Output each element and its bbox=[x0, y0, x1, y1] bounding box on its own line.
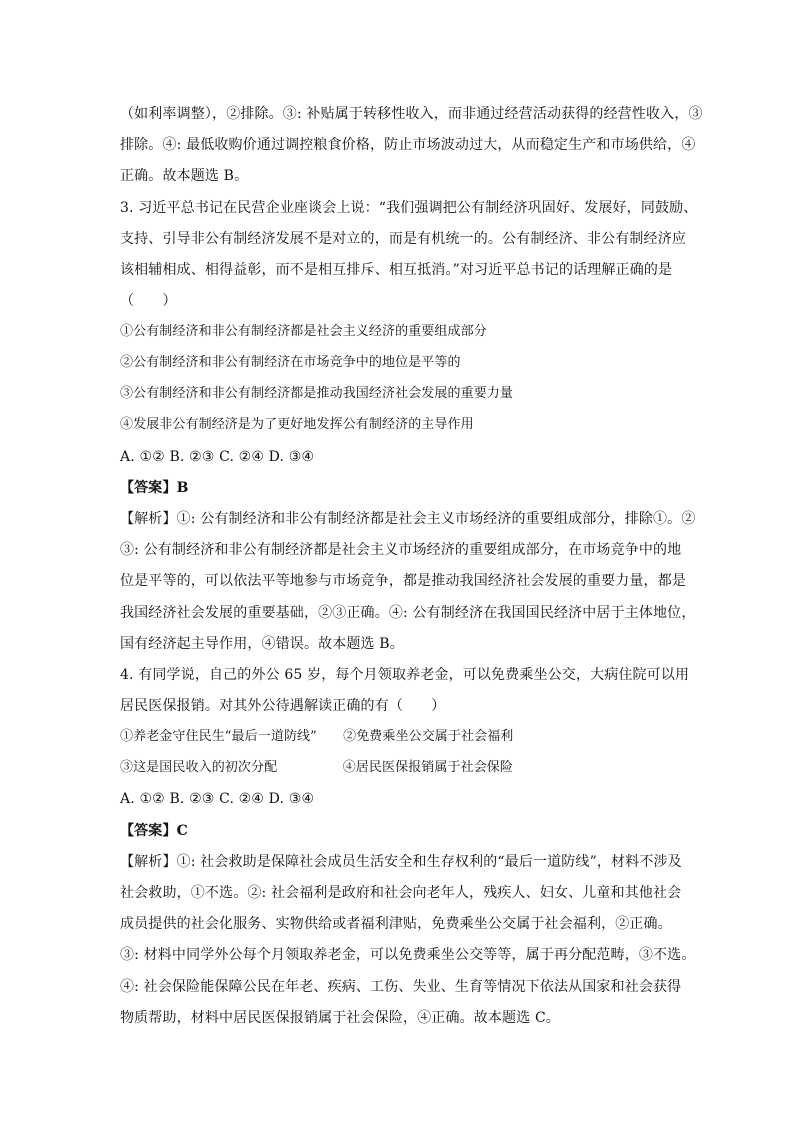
explanation-line: ③: 公有制经济和非公有制经济都是社会主义市场经济的重要组成部分，在市场竞争中的地 bbox=[120, 542, 682, 558]
choice-options: A. ①② B. ②③ C. ②④ D. ③④ bbox=[120, 449, 315, 465]
text-line: 该相辅相成、相得益彰，而不是相互排斥、相互抵消。”对习近平总书记的话理解正确的是 bbox=[120, 262, 673, 278]
statement-1: ①公有制经济和非公有制经济都是社会主义经济的重要组成部分 bbox=[120, 324, 487, 339]
text-line: 排除。④: 最低收购价通过调控粮食价格，防止市场波动过大，从而稳定生产和市场供给，④ bbox=[120, 137, 696, 153]
explanation-line: 成员提供的社会化服务、实物供给或者福利津贴，免费乘坐公交属于社会福利，②正确。 bbox=[120, 916, 672, 932]
explanation-line: 社会救助，①不选。②: 社会福利是政府和社会向老年人，残疾人、妇女、儿童和其他社会 bbox=[120, 885, 682, 901]
statement-row: ③这是国民收入的初次分配 ④居民医保报销属于社会保险 bbox=[120, 760, 514, 775]
statement-3: ③公有制经济和非公有制经济都是推动我国经济社会发展的重要力量 bbox=[120, 386, 514, 401]
statement-row: ①养老金守住民生“最后一道防线” ②免费乘坐公交属于社会福利 bbox=[120, 729, 514, 744]
text-line: （如利率调整），②排除。③: 补贴属于转移性收入，而非通过经营活动获得的经营性收入，③ bbox=[120, 106, 703, 122]
text-line: 正确。故本题选 B。 bbox=[120, 168, 249, 184]
statement-2: ②公有制经济和非公有制经济在市场竞争中的地位是平等的 bbox=[120, 355, 461, 370]
explanation-line: 【解析】①: 公有制经济和非公有制经济都是社会主义市场经济的重要组成部分，排除①。② bbox=[120, 511, 696, 527]
text-line: 居民医保报销。对其外公待遇解读正确的有（ ） bbox=[120, 698, 446, 714]
explanation-line: 物质帮助，材料中居民医保报销属于社会保险，④正确。故本题选 C。 bbox=[120, 1010, 560, 1026]
choice-options: A. ①② B. ②③ C. ②④ D. ③④ bbox=[120, 791, 315, 807]
answer-blank: （ ） bbox=[120, 293, 177, 309]
explanation-line: 我国经济社会发展的重要基础，②③正确。④: 公有制经济在我国国民经济中居于主体地位， bbox=[120, 605, 696, 621]
question-3-stem: 3. 习近平总书记在民营企业座谈会上说：“我们强调把公有制经济巩固好、发展好，同鼓励、 bbox=[120, 200, 698, 216]
explanation-line: 国有经济起主导作用，④错误。故本题选 B。 bbox=[120, 636, 404, 652]
question-4-stem: 4. 有同学说，自己的外公 65 岁，每个月领取养老金，可以免费乘坐公交，大病住院可以用 bbox=[120, 667, 690, 683]
explanation-line: ④: 社会保险能保障公民在年老、疾病、工伤、失业、生育等情况下依法从国家和社会获得 bbox=[120, 979, 682, 995]
statement-4: ④发展非公有制经济是为了更好地发挥公有制经济的主导作用 bbox=[120, 417, 474, 432]
explanation-line: 位是平等的，可以依法平等地参与市场竞争，都是推动我国经济社会发展的重要力量，都是 bbox=[120, 573, 686, 589]
answer-label: 【答案】C bbox=[120, 823, 188, 839]
answer-label: 【答案】B bbox=[120, 480, 189, 496]
explanation-line: 【解析】①: 社会救助是保障社会成员生活安全和生存权利的“最后一道防线”，材料不涉及 bbox=[120, 854, 682, 870]
text-line: 支持、引导非公有制经济发展不是对立的，而是有机统一的。公有制经济、非公有制经济应 bbox=[120, 231, 686, 247]
explanation-line: ③: 材料中同学外公每个月领取养老金，可以免费乘坐公交等等，属于再分配范畴，③不选。 bbox=[120, 947, 696, 963]
